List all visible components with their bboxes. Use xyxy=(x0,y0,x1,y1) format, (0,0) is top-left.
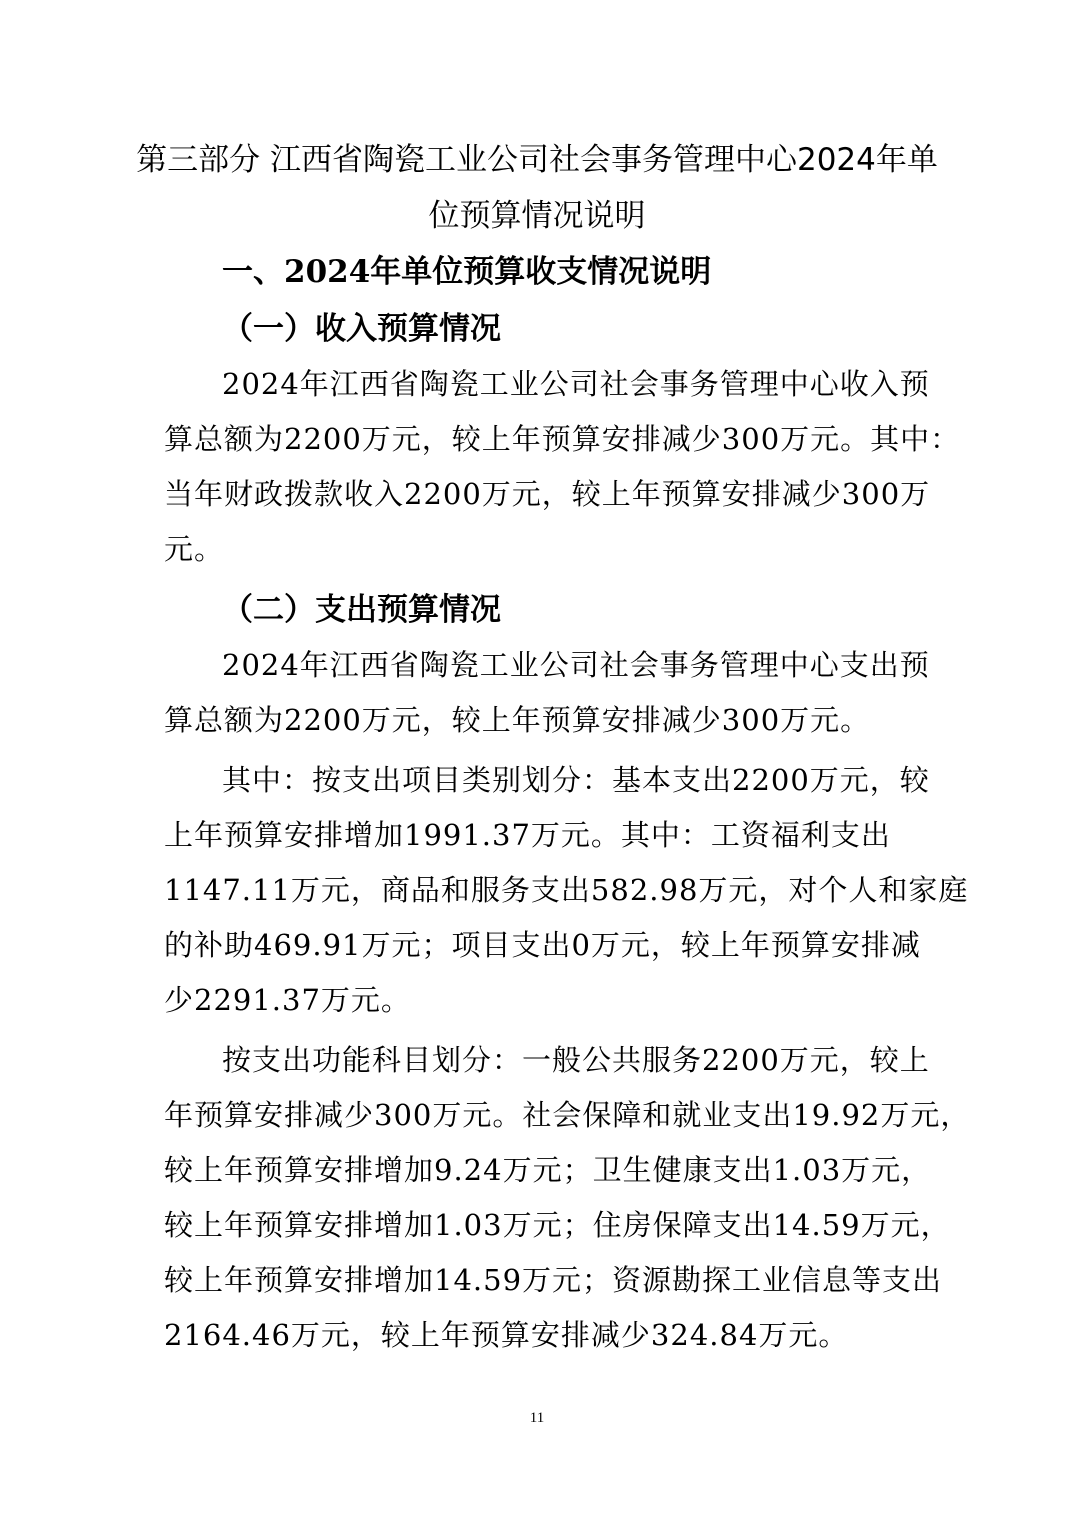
expense-p3-line-4: 较上年预算安排增加1.03万元；住房保障支出14.59万元， xyxy=(164,1208,951,1242)
income-line-2: 算总额为2200万元，较上年预算安排减少300万元。其中： xyxy=(164,422,961,456)
expense-p3-line-3: 较上年预算安排增加9.24万元；卫生健康支出1.03万元， xyxy=(164,1153,932,1187)
expense-p1-line-1: 2024年江西省陶瓷工业公司社会事务管理中心支出预 xyxy=(222,648,930,682)
expense-p2-line-2: 上年预算安排增加1991.37万元。其中：工资福利支出 xyxy=(164,818,891,852)
expense-p2-line-4: 的补助469.91万元；项目支出0万元，较上年预算安排减 xyxy=(164,928,921,962)
income-paragraph xyxy=(164,357,961,577)
expense-p3-line-5: 较上年预算安排增加14.59万元；资源勘探工业信息等支出 xyxy=(164,1263,943,1297)
title-line-2: 位预算情况说明 xyxy=(428,198,646,234)
expense-p3-line-2: 年预算安排减少300万元。社会保障和就业支出19.92万元， xyxy=(164,1098,971,1132)
income-line-4: 元。 xyxy=(164,532,225,566)
expense-p3-line-6: 2164.46万元，较上年预算安排减少324.84万元。 xyxy=(164,1318,849,1352)
expense-p1-line-2: 算总额为2200万元，较上年预算安排减少300万元。 xyxy=(164,703,871,737)
expense-paragraph-3 xyxy=(164,1033,971,1363)
income-line-1: 2024年江西省陶瓷工业公司社会事务管理中心收入预 xyxy=(222,367,930,401)
income-line-3: 当年财政拨款收入2200万元，较上年预算安排减少300万 xyxy=(164,477,931,511)
expense-p3-line-1: 按支出功能科目划分：一般公共服务2200万元，较上 xyxy=(222,1043,930,1077)
expense-paragraph-1 xyxy=(164,638,930,748)
page-number: 11 xyxy=(529,1410,545,1426)
page-title xyxy=(130,132,944,244)
expense-paragraph-2 xyxy=(164,753,969,1028)
section-heading-1: 一、2024年单位预算收支情况说明 xyxy=(222,254,712,290)
expense-p2-line-1: 其中：按支出项目类别划分：基本支出2200万元，较 xyxy=(222,763,930,797)
title-line-1: 第三部分 江西省陶瓷工业公司社会事务管理中心2024年单 xyxy=(136,142,938,178)
subsection-heading-income: （一）收入预算情况 xyxy=(222,311,501,347)
expense-p2-line-5: 少2291.37万元。 xyxy=(164,983,411,1017)
expense-p2-line-3: 1147.11万元，商品和服务支出582.98万元，对个人和家庭 xyxy=(164,873,969,907)
subsection-heading-expense: （二）支出预算情况 xyxy=(222,592,501,628)
